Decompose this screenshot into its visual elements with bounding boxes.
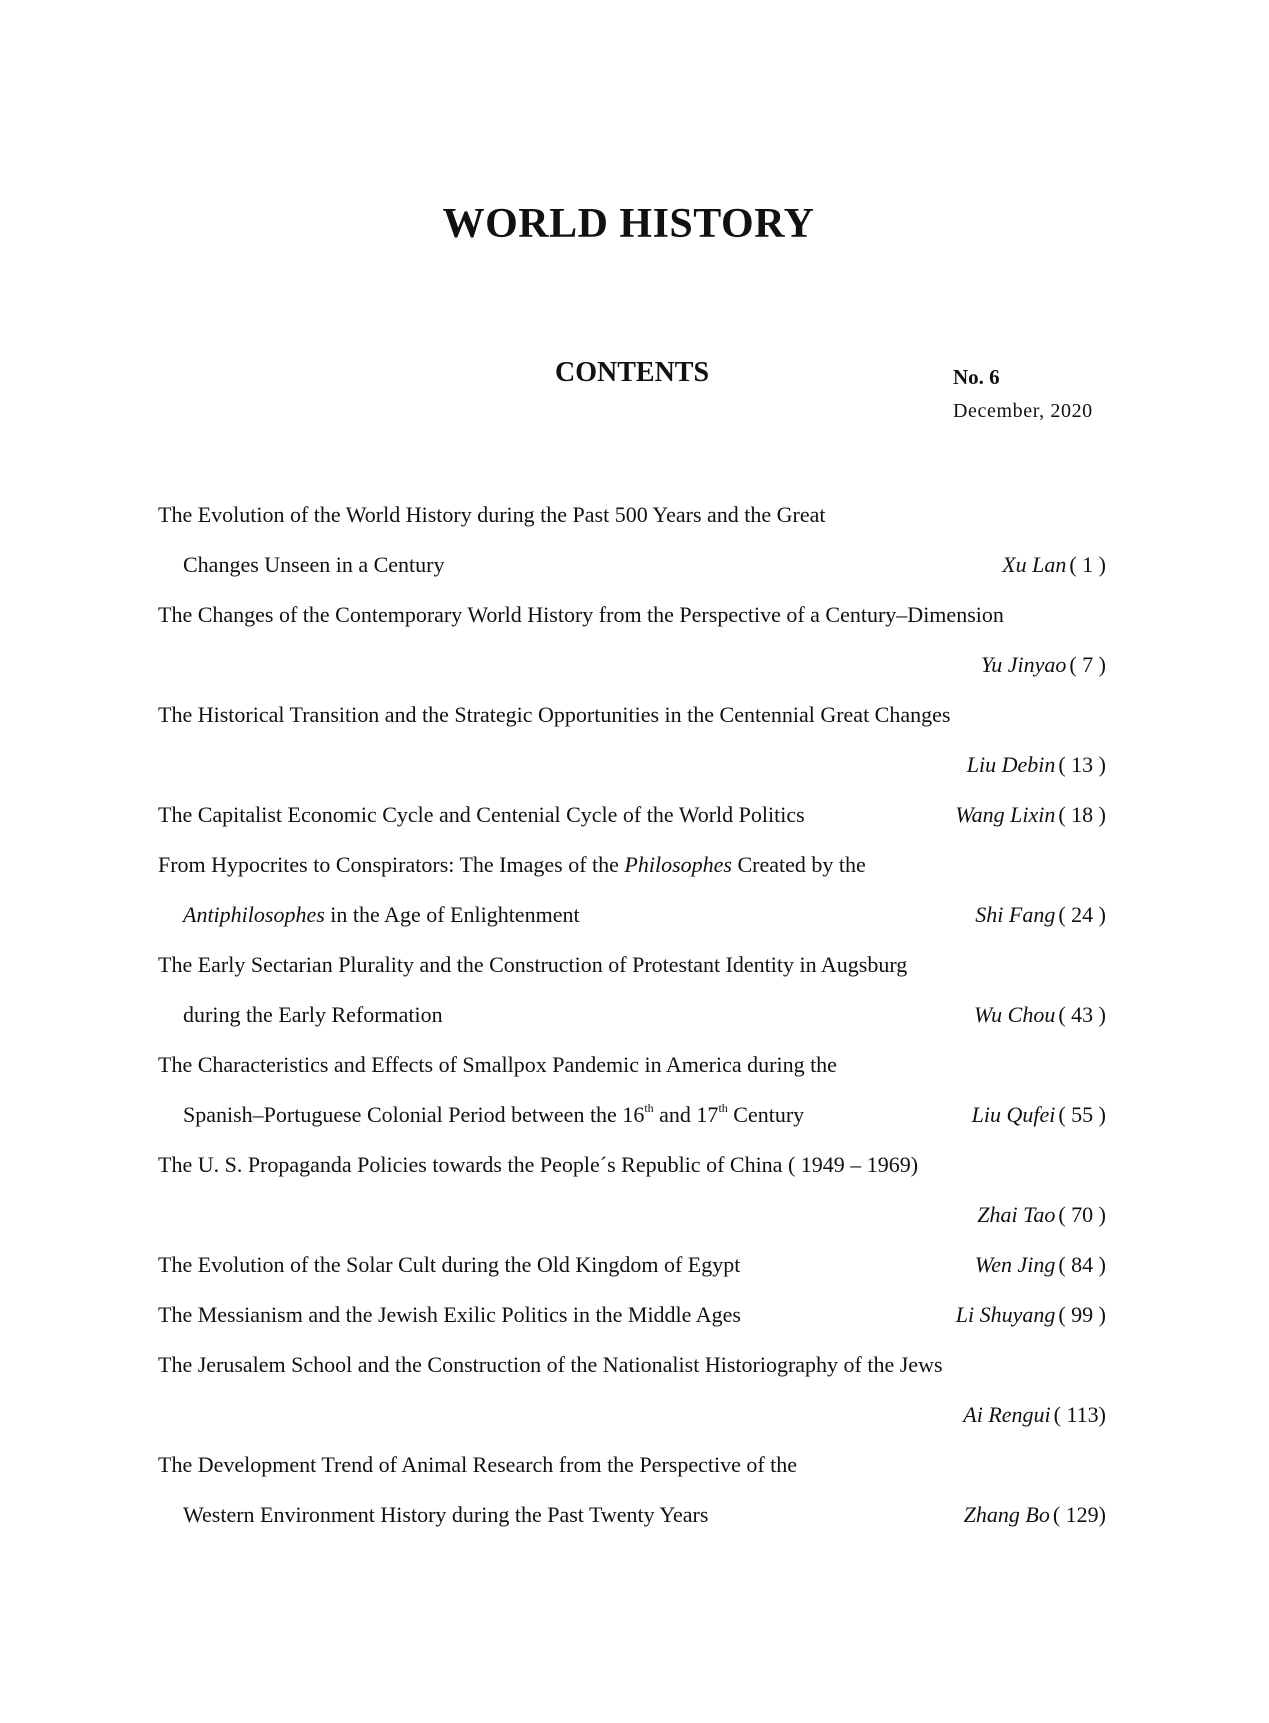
entry-page[interactable]: ( 18 ): [1058, 802, 1106, 827]
toc-entry[interactable]: [158, 600, 1106, 700]
toc-entry[interactable]: [158, 1300, 1106, 1350]
toc-entry[interactable]: [158, 800, 1106, 850]
title-text: in the Age of Enlightenment: [324, 902, 580, 927]
title-text: From Hypocrites to Conspirators: The Images of the: [158, 852, 625, 877]
entry-author: Shi Fang: [975, 902, 1056, 927]
entry-page[interactable]: ( 55 ): [1058, 1102, 1106, 1127]
entry-author: Ai Rengui: [963, 1402, 1051, 1427]
entry-author: Zhang Bo: [963, 1502, 1050, 1527]
entry-author: Liu Qufei: [971, 1102, 1056, 1127]
title-italic: Philosophes: [624, 852, 732, 877]
toc-entry[interactable]: [158, 1150, 1106, 1250]
title-text: Century: [727, 1102, 805, 1127]
entry-page[interactable]: ( 113): [1053, 1402, 1106, 1427]
entry-page[interactable]: ( 129): [1052, 1502, 1106, 1527]
journal-title: [0, 200, 1269, 248]
toc-entry[interactable]: [158, 1350, 1106, 1450]
entry-title-line: [158, 850, 866, 880]
table-of-contents: [158, 500, 1106, 1550]
entry-author: Xu Lan: [1002, 552, 1067, 577]
entry-title-line: during the Early Reformation: [183, 1002, 443, 1027]
entry-title-line: The Development Trend of Animal Research from the Perspective of the: [158, 1452, 798, 1477]
ordinal-suffix: th: [644, 1101, 654, 1115]
journal-title-text: WORLD HISTORY: [442, 201, 815, 247]
issue-number: No. 6: [953, 365, 1000, 389]
entry-page[interactable]: ( 43 ): [1058, 1002, 1106, 1027]
entry-page[interactable]: ( 24 ): [1058, 902, 1106, 927]
entry-title-line: Western Environment History during the Past Twenty Years: [183, 1502, 709, 1527]
entry-page[interactable]: ( 1 ): [1069, 552, 1106, 577]
entry-author: Yu Jinyao: [980, 652, 1067, 677]
toc-entry[interactable]: [158, 1050, 1106, 1150]
entry-page[interactable]: ( 7 ): [1069, 652, 1106, 677]
entry-title-line: The Capitalist Economic Cycle and Centenial Cycle of the World Politics: [158, 802, 805, 827]
entry-title-line: The Evolution of the Solar Cult during the Old Kingdom of Egypt: [158, 1252, 741, 1277]
entry-title-line: [183, 1100, 804, 1130]
entry-author: Zhai Tao: [977, 1202, 1056, 1227]
toc-entry[interactable]: [158, 950, 1106, 1050]
entry-author: Wang Lixin: [955, 802, 1056, 827]
ordinal-suffix: th: [718, 1101, 728, 1115]
entry-title-line: The Evolution of the World History during the Past 500 Years and the Great: [158, 502, 826, 527]
entry-page[interactable]: ( 99 ): [1058, 1302, 1106, 1327]
entry-author: Liu Debin: [966, 752, 1056, 777]
entry-title-line: The Changes of the Contemporary World History from the Perspective of a Century–Dimension: [158, 602, 1004, 627]
entry-title-line: The Historical Transition and the Strategic Opportunities in the Centennial Great Changes: [158, 702, 951, 727]
entry-author: Li Shuyang: [955, 1302, 1056, 1327]
issue-date: December, 2020: [953, 400, 1093, 422]
toc-entry[interactable]: [158, 500, 1106, 600]
title-text: and 17: [653, 1102, 719, 1127]
entry-author: Wu Chou: [974, 1002, 1056, 1027]
entry-title-line: The Characteristics and Effects of Smallpox Pandemic in America during the: [158, 1052, 837, 1077]
entry-title-line: The Messianism and the Jewish Exilic Politics in the Middle Ages: [158, 1302, 741, 1327]
entry-page[interactable]: ( 70 ): [1058, 1202, 1106, 1227]
entry-page[interactable]: ( 13 ): [1058, 752, 1106, 777]
entry-title-line: The Jerusalem School and the Construction of the Nationalist Historiography of the Jews: [158, 1352, 943, 1377]
toc-entry[interactable]: [158, 850, 1106, 950]
title-text: Spanish–Portuguese Colonial Period between the 16: [183, 1102, 645, 1127]
toc-entry[interactable]: [158, 1250, 1106, 1300]
entry-title-line: The U. S. Propaganda Policies towards the People´s Republic of China ( 1949 – 1969): [158, 1152, 919, 1177]
title-italic: Antiphilosophes: [183, 902, 325, 927]
entry-page[interactable]: ( 84 ): [1058, 1252, 1106, 1277]
entry-title-line: The Early Sectarian Plurality and the Construction of Protestant Identity in Augsburg: [158, 952, 908, 977]
entry-title-line: Changes Unseen in a Century: [183, 552, 445, 577]
contents-heading: CONTENTS: [555, 357, 710, 388]
entry-title-line: [183, 900, 580, 930]
entry-author: Wen Jing: [974, 1252, 1056, 1277]
title-text: Created by the: [731, 852, 866, 877]
toc-entry[interactable]: [158, 1450, 1106, 1550]
toc-entry[interactable]: [158, 700, 1106, 800]
